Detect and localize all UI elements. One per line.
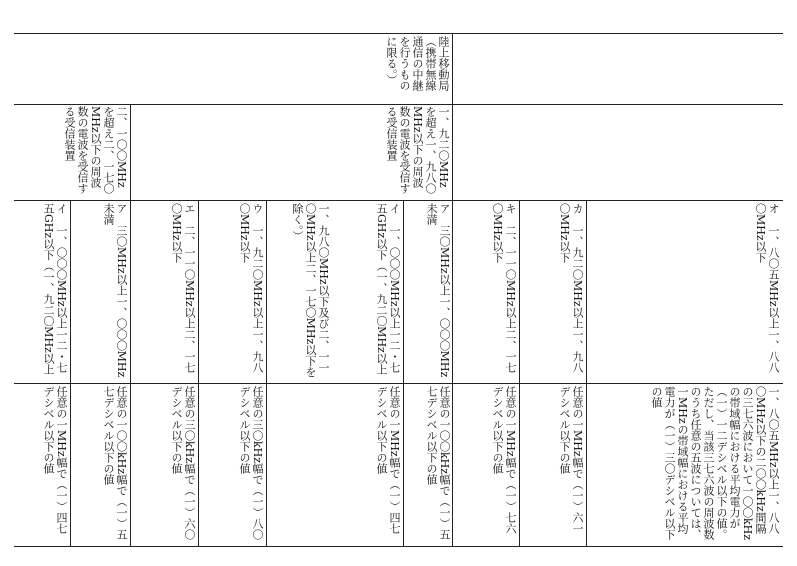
column-divider	[70, 200, 71, 546]
band2-header-text: 二、一〇〇MHzを超え二、一七〇MHz以下の周波数の電波を受信する受信装置	[63, 106, 128, 194]
value-text: 任意の三〇kHz幅で（一）六〇デシベル以下の値	[170, 386, 196, 541]
range-cell	[334, 203, 401, 381]
column-divider	[266, 200, 267, 546]
value-cell	[268, 386, 330, 544]
value-cell	[405, 386, 451, 544]
range-cell	[455, 203, 517, 381]
range-text: エ 二、一一〇MHz以上二、一七〇MHz以下	[170, 203, 196, 373]
table-top-border	[14, 33, 783, 34]
column-divider	[198, 200, 199, 546]
value-cell	[521, 386, 584, 544]
value-text: 任意の一〇〇kHz幅で（一）五七デシベル以下の値	[102, 386, 128, 541]
range-text: イ 一、〇〇〇MHz以上一二・七五GHz以下（一、九二〇MHz以上	[42, 203, 68, 375]
band1-header-cell	[352, 106, 450, 198]
value-cell	[200, 386, 264, 544]
range-text: ア 三〇MHz以上一、〇〇〇MHz未満	[102, 203, 128, 378]
range-text: キ 二、一一〇MHz以上二、一七〇MHz以下	[491, 203, 517, 373]
value-text: 一、八〇五MHz以上一、八八〇MHz以下の二〇〇kHz間隔の三七六波において一〇〇kHzの帯域幅における平均電力が（一）一二デシベル以下の値。ただし、当該三七六波の周波数のうち任意の五波については、一MHzの帯域幅における平均電力が（一）三〇デシベル以下の値	[650, 386, 780, 541]
value-text: 任意の三〇kHz幅で（一）八〇デシベル以下の値	[238, 386, 264, 541]
value-cell	[455, 386, 517, 544]
range-text: オ 一、八〇五MHz以上一、八八〇MHz以下	[754, 203, 780, 373]
column-divider	[403, 200, 404, 546]
value-text: 任意の一〇〇kHz幅で（一）五七デシベル以下の値	[425, 386, 451, 541]
range-cell	[268, 203, 330, 381]
range-text: 一、九八〇MHz以下及び二、一一〇MHz以上二、一七〇MHz以下を除く。）	[291, 203, 330, 378]
value-cell	[72, 386, 128, 544]
value-cell	[16, 386, 68, 544]
band2-header-cell	[24, 106, 128, 198]
value-text: 任意の一MHz幅で（一）四七デシベル以下の値	[42, 386, 68, 534]
range-text: ウ 一、九二〇MHz以上一、九八〇MHz以下	[238, 203, 264, 373]
column-divider	[519, 200, 520, 546]
value-cell	[334, 386, 401, 544]
value-cell	[132, 386, 196, 544]
range-cell	[521, 203, 584, 381]
range-cell	[200, 203, 264, 381]
station-type-text: 陸上移動局（携帯無線通信の中継を行うものに限る。）	[385, 36, 450, 91]
range-cell	[405, 203, 451, 381]
range-cell	[16, 203, 68, 381]
value-text: 任意の一MHz幅で（一）七六デシベル以下の値	[491, 386, 517, 534]
band-divider	[452, 104, 453, 546]
station-divider	[452, 33, 453, 104]
range-cell	[132, 203, 196, 381]
range-text: ア 三〇MHz以上一、〇〇〇MHz未満	[425, 203, 451, 378]
value-text: 任意の一MHz幅で（一）四七デシベル以下の値	[375, 386, 401, 534]
band1-header-text: 一、九二〇MHzを超え一、九八〇MHz以下の周波数の電波を受信する受信装置	[385, 106, 450, 194]
value-text: 任意の一MHz幅で（一）六一デシベル以下の値	[558, 386, 584, 534]
station-type-cell	[384, 36, 450, 102]
range-text: カ 一、九二〇MHz以上一、九八〇MHz以下	[558, 203, 584, 373]
range-cell	[720, 203, 780, 381]
value-cell	[589, 386, 780, 544]
range-cell	[72, 203, 128, 381]
range-text: イ 一、〇〇〇MHz以上一二・七五GHz以下（一、九二〇MHz以上	[375, 203, 401, 375]
band-divider	[130, 104, 131, 546]
table-bottom-border	[14, 546, 783, 547]
column-divider	[586, 200, 587, 546]
